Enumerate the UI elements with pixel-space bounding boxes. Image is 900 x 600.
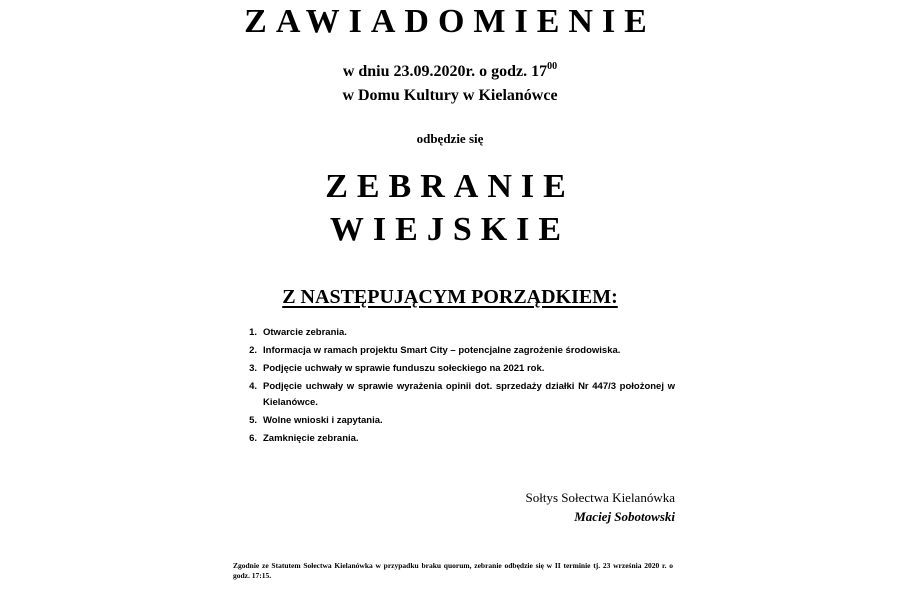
agenda-item-number: 4. [249, 381, 257, 392]
meeting-title-line2: WIEJSKIE [329, 211, 571, 248]
meeting-place: w Domu Kultury w Kielanówce [342, 87, 558, 104]
agenda-item-number: 5. [249, 415, 257, 426]
agenda-item-5 [240, 413, 675, 429]
agenda-heading: Z NASTĘPUJĄCYM PORZĄDKIEM: [282, 286, 618, 308]
notice-title: ZAWIADOMIENIE [244, 3, 656, 40]
agenda-item-number: 3. [249, 363, 257, 374]
agenda-item-text: Otwarcie zebrania. [263, 327, 347, 338]
agenda-item-text: Podjęcie uchwały w sprawie wyrażenia opinii dot. sprzedaży działki Nr 447/3 położonej w Kielanówce. [263, 381, 675, 408]
agenda-item-text: Informacja w ramach projektu Smart City – potencjalne zagrożenie środowiska. [263, 345, 621, 356]
quorum-footnote: Zgodnie ze Statutem Sołectwa Kielanówka w przypadku braku quorum, zebranie odbędzie się w II terminie tj. 23 września 2020 r. o godz. 17:15. [233, 561, 673, 580]
agenda-item-2 [240, 343, 675, 359]
agenda-item-3 [240, 361, 675, 377]
meeting-date [0, 61, 900, 83]
signer-name: Maciej Sobotowski [574, 509, 675, 524]
agenda-item-1 [240, 325, 675, 341]
meeting-title-line1: ZEBRANIE [325, 168, 575, 205]
agenda-item-number: 6. [249, 433, 257, 444]
agenda-item-text: Podjęcie uchwały w sprawie funduszu sołeckiego na 2021 rok. [263, 363, 545, 374]
agenda-list [240, 325, 675, 449]
agenda-item-6 [240, 431, 675, 447]
agenda-item-number: 2. [249, 345, 257, 356]
agenda-item-text: Wolne wnioski i zapytania. [263, 415, 383, 426]
meeting-time-minutes: 00 [547, 61, 558, 72]
signer-role: Sołtys Sołectwa Kielanówka [525, 490, 675, 505]
meeting-date-text: w dniu 23.09.2020r. o godz. 17 [342, 63, 548, 80]
agenda-item-number: 1. [249, 327, 257, 338]
agenda-item-text: Zamknięcie zebrania. [263, 433, 359, 444]
agenda-item-4 [240, 379, 675, 411]
will-take-place-text: odbędzie się [416, 131, 484, 146]
